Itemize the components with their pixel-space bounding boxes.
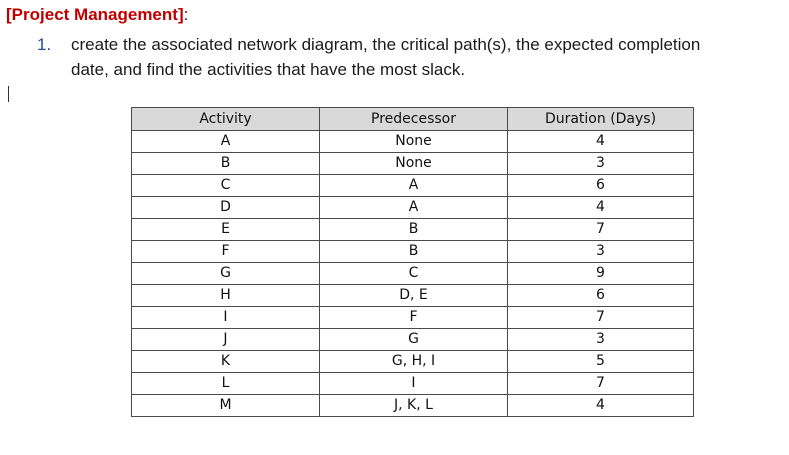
activity-cell: A [132, 131, 320, 153]
heading-colon: : [183, 5, 189, 24]
predecessor-cell: G [320, 329, 508, 351]
predecessor-cell: G, H, I [320, 351, 508, 373]
heading-title: Project Management [11, 5, 178, 24]
duration-cell: 4 [508, 395, 694, 417]
duration-cell: 3 [508, 153, 694, 175]
duration-cell: 5 [508, 351, 694, 373]
duration-cell: 6 [508, 285, 694, 307]
activity-table [131, 107, 694, 417]
table-row [132, 175, 694, 197]
task-list-item [37, 32, 787, 82]
header-predecessor: Predecessor [320, 108, 508, 131]
predecessor-cell: None [320, 153, 508, 175]
heading-close-bracket: ] [177, 5, 184, 24]
predecessor-cell: F [320, 307, 508, 329]
table-row [132, 285, 694, 307]
duration-cell: 4 [508, 197, 694, 219]
table-row [132, 263, 694, 285]
activity-cell: C [132, 175, 320, 197]
table-row [132, 329, 694, 351]
table-row [132, 153, 694, 175]
table-row [132, 197, 694, 219]
activity-cell: B [132, 153, 320, 175]
table-row [132, 219, 694, 241]
predecessor-cell: I [320, 373, 508, 395]
activity-cell: L [132, 373, 320, 395]
predecessor-cell: C [320, 263, 508, 285]
duration-cell: 6 [508, 175, 694, 197]
table-row [132, 131, 694, 153]
predecessor-cell: A [320, 197, 508, 219]
duration-cell: 3 [508, 329, 694, 351]
duration-cell: 4 [508, 131, 694, 153]
activity-cell: I [132, 307, 320, 329]
activity-cell: F [132, 241, 320, 263]
table-row [132, 373, 694, 395]
activity-cell: K [132, 351, 320, 373]
task-text [71, 32, 787, 82]
task-text-line-2: date, and find the activities that have the most slack. [71, 60, 466, 79]
predecessor-cell: None [320, 131, 508, 153]
activity-cell: G [132, 263, 320, 285]
table-header-row [132, 108, 694, 131]
activity-cell: D [132, 197, 320, 219]
table-row [132, 307, 694, 329]
activity-cell: H [132, 285, 320, 307]
predecessor-cell: D, E [320, 285, 508, 307]
heading-open-bracket: [ [6, 5, 12, 24]
predecessor-cell: A [320, 175, 508, 197]
table-row [132, 395, 694, 417]
header-activity: Activity [132, 108, 320, 131]
table-row [132, 241, 694, 263]
duration-cell: 7 [508, 219, 694, 241]
activity-cell: M [132, 395, 320, 417]
text-cursor[interactable] [8, 86, 9, 102]
activity-cell: E [132, 219, 320, 241]
task-text-line-1: create the associated network diagram, the critical path(s), the expected completion [71, 35, 701, 54]
section-heading [6, 4, 188, 26]
predecessor-cell: B [320, 219, 508, 241]
duration-cell: 3 [508, 241, 694, 263]
duration-cell: 9 [508, 263, 694, 285]
table-row [132, 351, 694, 373]
activity-cell: J [132, 329, 320, 351]
duration-cell: 7 [508, 373, 694, 395]
task-number: 1. [37, 35, 52, 54]
predecessor-cell: B [320, 241, 508, 263]
duration-cell: 7 [508, 307, 694, 329]
header-duration: Duration (Days) [508, 108, 694, 131]
predecessor-cell: J, K, L [320, 395, 508, 417]
